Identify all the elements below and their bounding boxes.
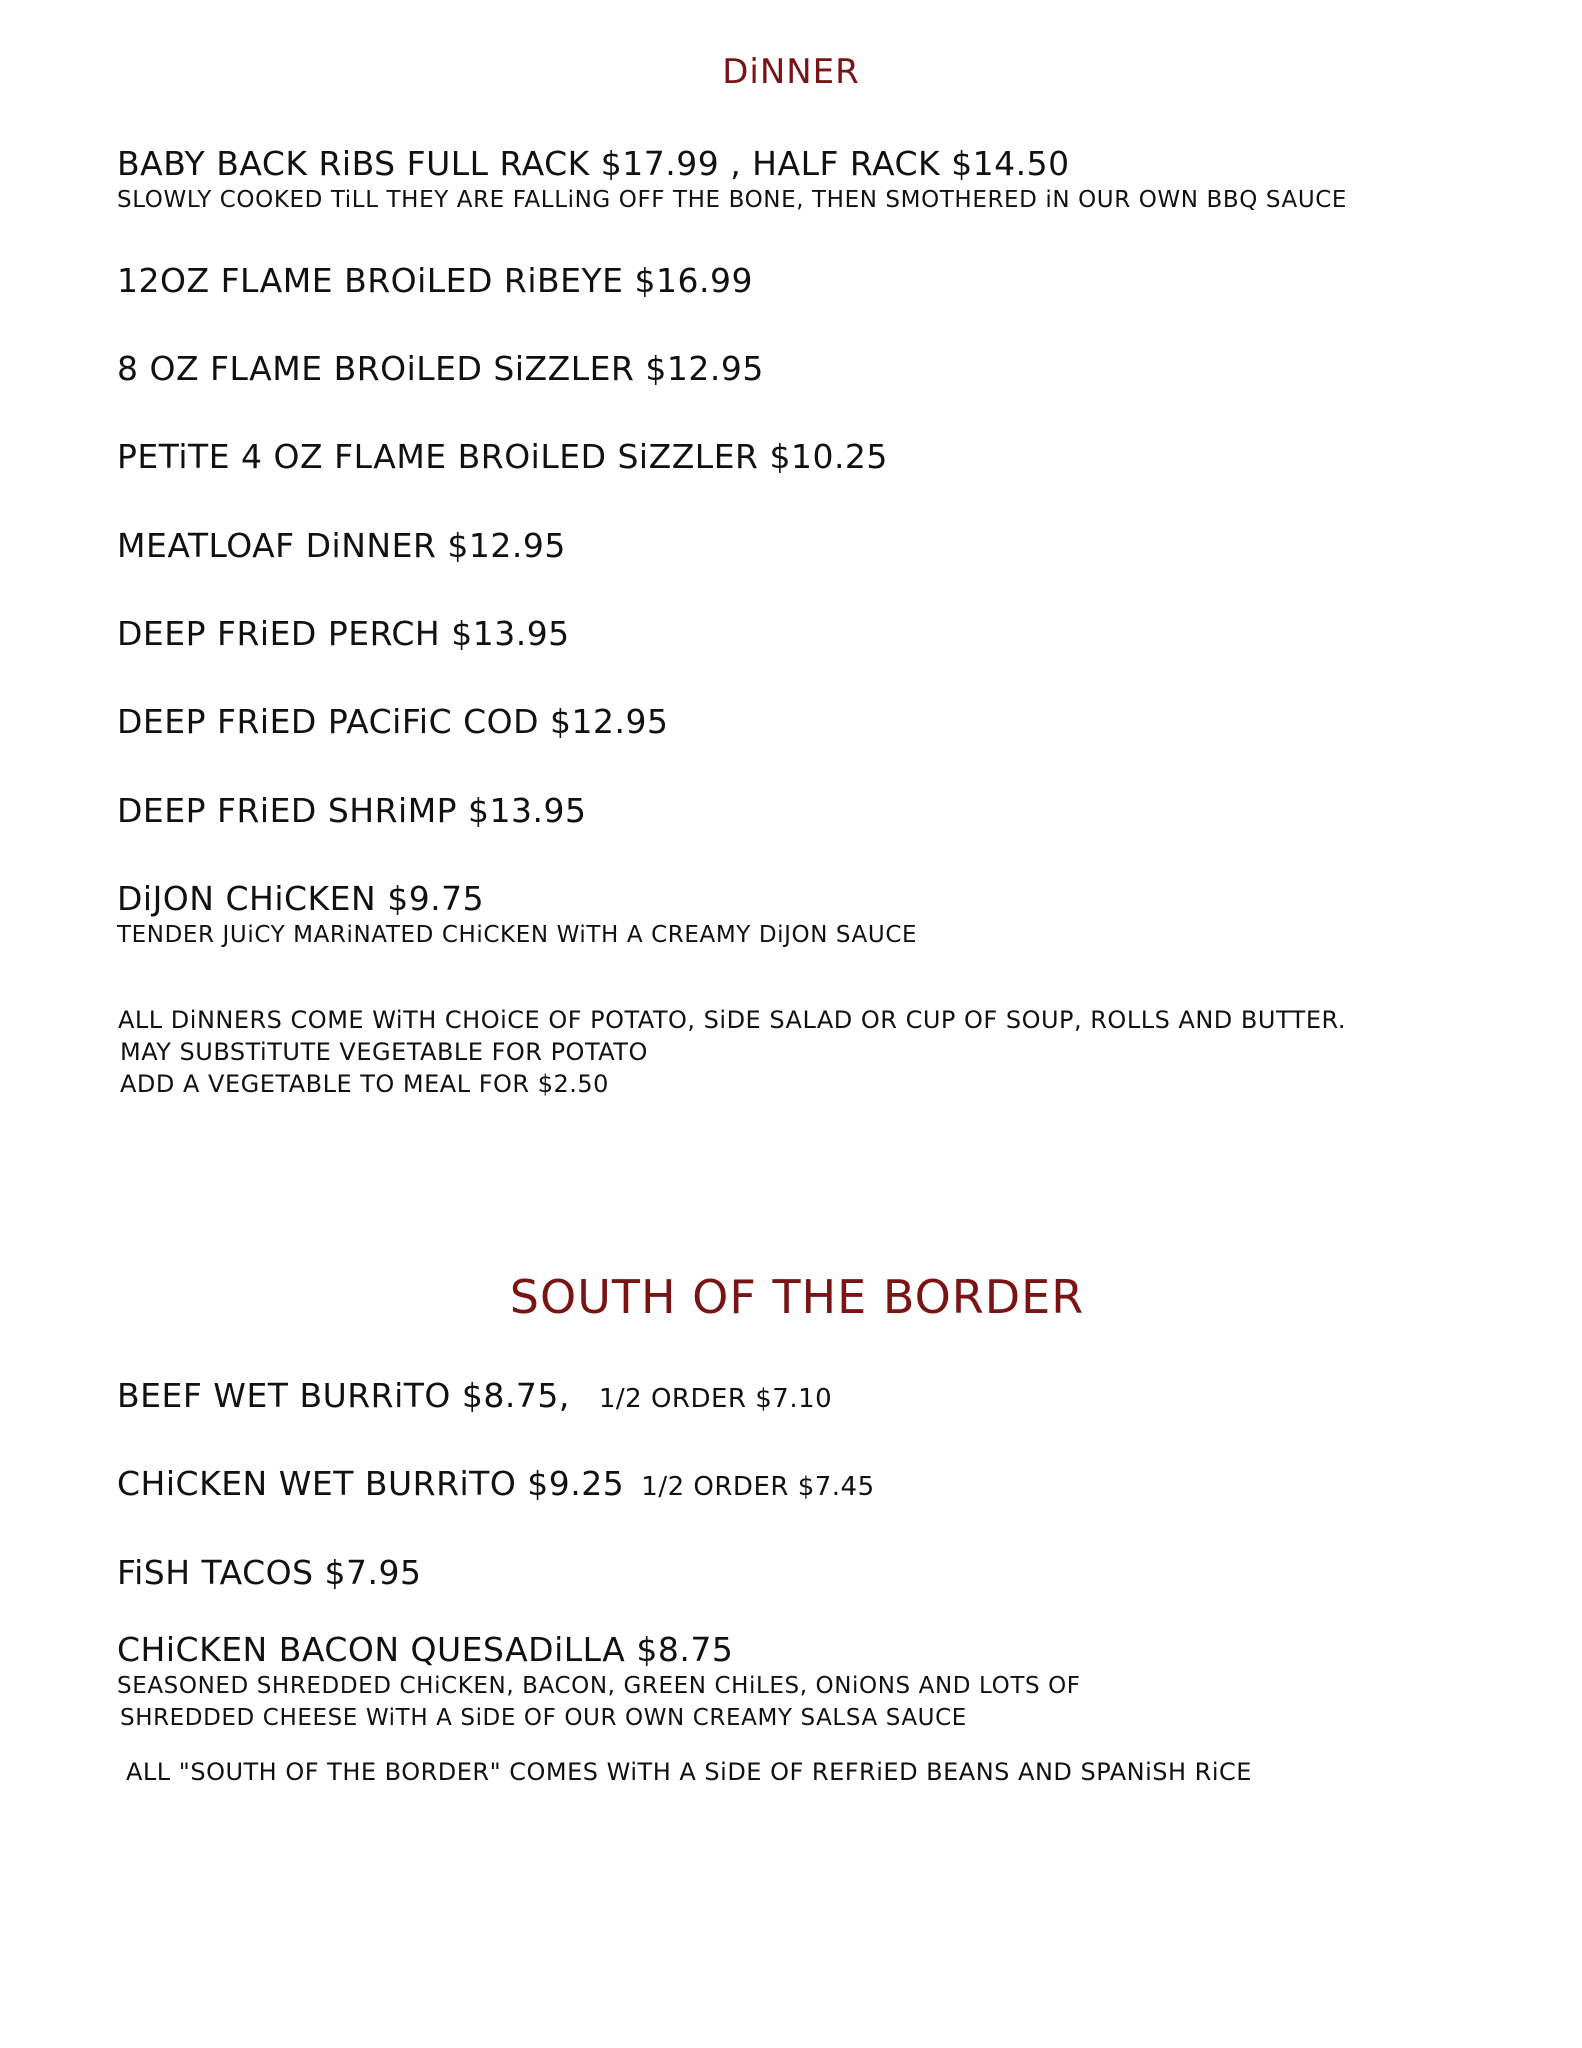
menu-item-description: SLOWLY COOKED TiLL THEY ARE FALLiNG OFF THE BONE, THEN SMOTHERED iN OUR OWN BBQ SAUCE — [117, 187, 1348, 213]
menu-item-name: CHiCKEN BACON QUESADiLLA $8.75 — [117, 1630, 734, 1669]
menu-item-description-line: SEASONED SHREDDED CHiCKEN, BACON, GREEN CHiLES, ONiONS AND LOTS OF — [117, 1673, 1081, 1699]
menu-item-name-row — [117, 1376, 1517, 1419]
menu-item-cod — [117, 702, 1517, 742]
menu-item-name: DEEP FRiED PERCH $13.95 — [117, 614, 570, 653]
menu-item-8oz-sizzler — [117, 349, 1517, 389]
menu-item-name: CHiCKEN WET BURRiTO $9.25 — [117, 1464, 625, 1503]
menu-item-name: DEEP FRiED PACiFiC COD $12.95 — [117, 702, 669, 741]
south-of-the-border-note: ALL "SOUTH OF THE BORDER" COMES WiTH A SiDE OF REFRiED BEANS AND SPANiSH RiCE — [126, 1758, 1252, 1786]
menu-item-baby-back-ribs — [117, 144, 1517, 216]
menu-item-half-order: 1/2 ORDER $7.45 — [641, 1472, 875, 1502]
menu-item-meatloaf — [117, 526, 1517, 566]
south-of-the-border-section-title: SOUTH OF THE BORDER — [509, 1270, 1085, 1324]
dinner-note: ADD A VEGETABLE TO MEAL FOR $2.50 — [120, 1070, 609, 1098]
menu-item-name: DEEP FRiED SHRiMP $13.95 — [117, 791, 587, 830]
menu-item-beef-wet-burrito — [117, 1376, 1517, 1419]
dinner-section-title: DiNNER — [722, 52, 860, 92]
dinner-note: MAY SUBSTiTUTE VEGETABLE FOR POTATO — [120, 1038, 648, 1066]
menu-item-perch — [117, 614, 1517, 654]
menu-item-name: DiJON CHiCKEN $9.75 — [117, 879, 485, 918]
menu-item-half-order: 1/2 ORDER $7.10 — [598, 1384, 833, 1414]
menu-item-petite-sizzler — [117, 437, 1517, 477]
menu-item-name: MEATLOAF DiNNER $12.95 — [117, 526, 566, 565]
dinner-note: ALL DiNNERS COME WiTH CHOiCE OF POTATO, SiDE SALAD OR CUP OF SOUP, ROLLS AND BUTTER. — [118, 1006, 1346, 1034]
menu-item-chicken-bacon-quesadilla — [117, 1630, 1517, 1734]
menu-item-description: TENDER JUiCY MARiNATED CHiCKEN WiTH A CREAMY DiJON SAUCE — [117, 922, 918, 948]
menu-item-fish-tacos — [117, 1553, 1517, 1593]
menu-item-name: 12OZ FLAME BROiLED RiBEYE $16.99 — [117, 261, 753, 300]
menu-item-name: 8 OZ FLAME BROiLED SiZZLER $12.95 — [117, 349, 764, 388]
menu-item-chicken-wet-burrito — [117, 1464, 1517, 1507]
menu-item-name: FiSH TACOS $7.95 — [117, 1553, 422, 1592]
menu-item-description-line: SHREDDED CHEESE WiTH A SiDE OF OUR OWN CREAMY SALSA SAUCE — [120, 1705, 967, 1731]
menu-item-shrimp — [117, 791, 1517, 831]
menu-item-dijon-chicken — [117, 879, 1517, 951]
menu-item-name: BABY BACK RiBS FULL RACK $17.99 , HALF RACK $14.50 — [117, 144, 1070, 183]
menu-item-name-row — [117, 1464, 1517, 1507]
menu-item-name: BEEF WET BURRiTO $8.75, — [117, 1376, 570, 1415]
menu-item-name: PETiTE 4 OZ FLAME BROiLED SiZZLER $10.25 — [117, 437, 888, 476]
menu-item-ribeye — [117, 261, 1517, 301]
